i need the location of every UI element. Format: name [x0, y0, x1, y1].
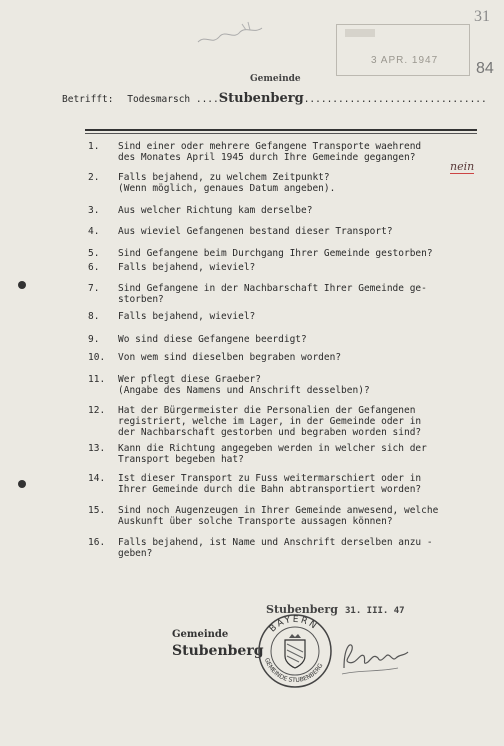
gemeinde-name-bottom: Stubenberg — [172, 643, 264, 659]
signature-date: 31. III. 47 — [345, 606, 405, 616]
handwritten-signature — [338, 638, 412, 678]
gemeinde-label-bottom: Gemeinde — [172, 629, 229, 640]
place-stamp-signature: Stubenberg — [266, 603, 338, 616]
betrifft-label: Betrifft: — [62, 94, 114, 105]
svg-text:GEMEINDE STUBENBERG: GEMEINDE STUBENBERG — [262, 657, 325, 685]
svg-text:BAYERN: BAYERN — [267, 614, 320, 635]
pen-scribble — [196, 20, 266, 50]
page-number-top: 31 — [474, 8, 490, 25]
received-date-stamp: 3 APR. 1947 — [336, 24, 470, 76]
place-stamp-header: Stubenberg — [218, 91, 304, 106]
handwritten-answer: nein — [450, 160, 475, 173]
hole-punch-lower — [18, 480, 26, 488]
page-number-side: 84 — [476, 60, 494, 77]
hole-punch-upper — [18, 281, 26, 289]
document-page: 31 84 3 APR. 1947 Gemeinde Betrifft: Todesmarsch ....Stubenberg................................ 1. Sind einer oder mehrere Gefangene Transporte waehrend des Monates April 1945 durch Ihre Gemeinde gegangen? 2. Falls bejahend, zu welchem Zeitpunkt? (Wenn möglich, genaues Datum angeben). 3. Aus welcher Richtung kam derselbe? 4. Aus wieviel Gefangenen bestand dieser Transport? 5. Sind Gefangene beim Durchgang Ihrer Gemeinde gestorben? 6. Falls bejahend, wieviel? 7. Sind Gefangene in der Nachbarschaft Ihrer Gemeinde ge- storben? 8. Falls bejahend, wieviel? 9. Wo sind diese Gefangene beerdigt? 10. Von wem sind dieselben begraben worden? 11. Wer pflegt diese Graeber? (Angabe des Namens und Anschrift desselben)? 12. Hat der Bürgermeister die Personalien der Gefangenen registriert, welche im Lager, in der Gemeinde oder in der Nachbarschaft gestorben und begraben worden sind? 13. Kann die Richtung angegeben werden in welcher sich der Transport begeben hat? 14. Ist dieser Transport zu Fuss weitermarschiert oder in Ihrer Gemeinde durch die Bahn abtransportiert worden? 15. Sind noch Augenzeugen in Ihrer Gemeinde anwesend, welche Auskunft über solche Transporte aussagen können? 16. Falls bejahend, ist Name und Anschrift derselben anzu - geben? nein Stubenberg 31. III. 47 Gemeinde Stubenberg BAYERN GEMEINDE STUBENBERG — [0, 0, 504, 746]
divider-thick — [85, 129, 477, 131]
official-seal-icon — [256, 612, 334, 690]
gemeinde-label-top: Gemeinde — [250, 74, 301, 84]
subject-line: Betrifft: Todesmarsch ....Stubenberg................................ — [62, 91, 487, 106]
gemeinde-stamp-bottom — [172, 622, 264, 659]
betrifft-text: Todesmarsch .... — [127, 94, 219, 105]
divider-thin — [85, 133, 477, 134]
